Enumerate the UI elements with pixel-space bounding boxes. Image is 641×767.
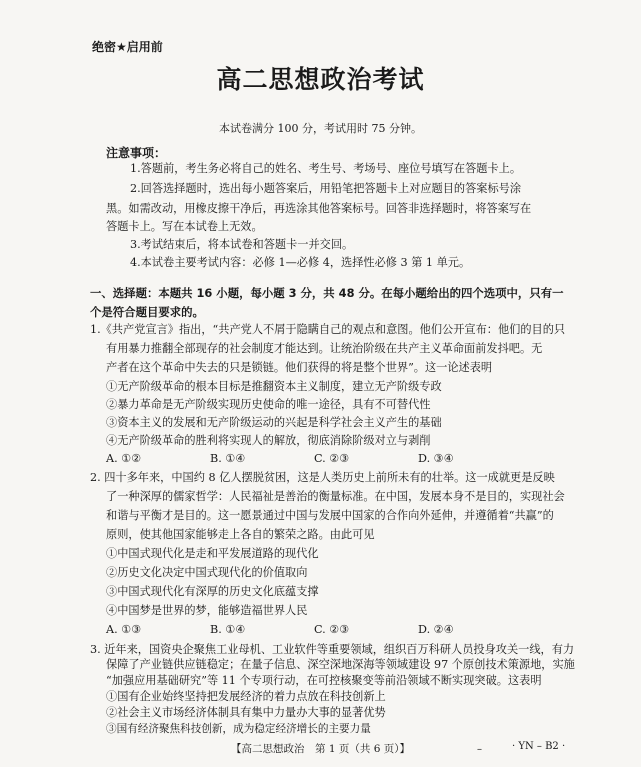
question-item: ④无产阶级革命的胜利将实现人的解放，彻底消除阶级对立与剥削 <box>106 434 431 447</box>
question-stem: 2. 四十多年来，中国约 8 亿人摆脱贫困，这是人类历史上前所未有的壮举。这一成就更是反映 <box>90 471 555 484</box>
question-stem: 和谐与平衡才是目的。这一愿景通过中国与发展中国家的合作向外延伸，并遵循着“共赢”的 <box>106 509 554 522</box>
exam-info: 本试卷满分 100 分，考试用时 75 分钟。 <box>219 122 422 135</box>
question-stem: 3. 近年来，国资央企聚焦工业母机、工业软件等重要领域，组织百万科研人员投身攻关一线，有力 <box>90 643 575 656</box>
answer-options <box>106 452 522 465</box>
question-item: ①国有企业始终坚持把发展经济的着力点放在科技创新上 <box>106 690 386 703</box>
question-stem: 原则，使其他国家能够走上各自的繁荣之路。由此可见 <box>106 528 375 541</box>
question-item: ①无产阶级革命的根本目标是推翻资本主义制度，建立无产阶级专政 <box>106 380 442 393</box>
notice-line: 3.考试结束后，将本试卷和答题卡一并交回。 <box>130 238 354 251</box>
option-a[interactable]: A. ①③ <box>106 623 142 636</box>
section-heading: 一、选择题：本题共 16 小题，每小题 3 分，共 48 分。在每小题给出的四个选项中，只有一个是符合题目要求的。 <box>90 286 564 319</box>
notice-line: 黑。如需改动，用橡皮擦干净后，再选涂其他答案标号。回答非选择题时，将答案写在 <box>106 202 532 215</box>
option-d[interactable]: D. ②④ <box>418 623 454 636</box>
question-item: ③国有经济聚焦科技创新，成为稳定经济增长的主要力量 <box>106 723 371 735</box>
notice-line: 答题卡上。写在本试卷上无效。 <box>106 220 263 233</box>
question-stem: 产者在这个革命中失去的只是锁链。他们获得的将是整个世界”。这一论述表明 <box>106 361 493 374</box>
question-item: ③中国式现代化有深厚的历史文化底蕴支撑 <box>106 585 319 598</box>
page-title: 高二思想政治考试 <box>216 65 425 94</box>
confidential-label: 绝密★启用前 <box>92 40 163 54</box>
option-b[interactable]: B. ①④ <box>210 452 246 465</box>
question-item: ③资本主义的发展和无产阶级运动的兴起是科学社会主义产生的基础 <box>106 416 442 429</box>
question-item: ②社会主义市场经济体制具有集中力量办大事的显著优势 <box>106 706 386 719</box>
question-stem: 保障了产业链供应链稳定；在量子信息、深空深地深海等领域建设 97 个原创技术策源地，实施 <box>106 658 575 671</box>
page-footer: 【高二思想政治 第 1 页（共 6 页）】 <box>231 743 410 755</box>
option-d[interactable]: D. ③④ <box>418 452 454 465</box>
question-item: ②暴力革命是无产阶级实现历史使命的唯一途径，具有不可替代性 <box>106 398 431 411</box>
option-c[interactable]: C. ②③ <box>314 452 350 465</box>
question-stem: 1.《共产党宣言》指出，“共产党人不屑于隐瞒自己的观点和意图。他们公开宣布：他们的目的只 <box>90 323 566 336</box>
question-item: ②历史文化决定中国式现代化的价值取向 <box>106 566 308 579</box>
option-a[interactable]: A. ①② <box>106 452 142 465</box>
notice-line: 2.回答选择题时，选出每小题答案后，用铅笔把答题卡上对应题目的答案标号涂 <box>130 182 522 195</box>
answer-options <box>106 623 522 636</box>
question-stem: 了一种深厚的儒家哲学：人民福祉是善治的衡量标准。在中国，发展本身不是目的，实现社会 <box>106 490 565 503</box>
paper-code: · YN – B2 · <box>512 741 566 752</box>
question-item: ①中国式现代化是走和平发展道路的现代化 <box>106 547 319 560</box>
notice-heading: 注意事项： <box>106 146 167 160</box>
footer-dash: – <box>477 744 482 755</box>
option-b[interactable]: B. ①④ <box>210 623 246 636</box>
notice-line: 4.本试卷主要考试内容：必修 1—必修 4，选择性必修 3 第 1 单元。 <box>130 256 471 269</box>
notice-line: 1.答题前，考生务必将自己的姓名、考生号、考场号、座位号填写在答题卡上。 <box>130 162 522 175</box>
question-item: ④中国梦是世界的梦，能够造福世界人民 <box>106 604 308 617</box>
option-c[interactable]: C. ②③ <box>314 623 350 636</box>
question-stem: 有用暴力推翻全部现存的社会制度才能达到。让统治阶级在共产主义革命面前发抖吧。无 <box>106 342 543 355</box>
question-stem: “加强应用基础研究”等 11 个专项行动，在可控核聚变等前沿领域不断实现突破。这表明 <box>106 674 542 687</box>
